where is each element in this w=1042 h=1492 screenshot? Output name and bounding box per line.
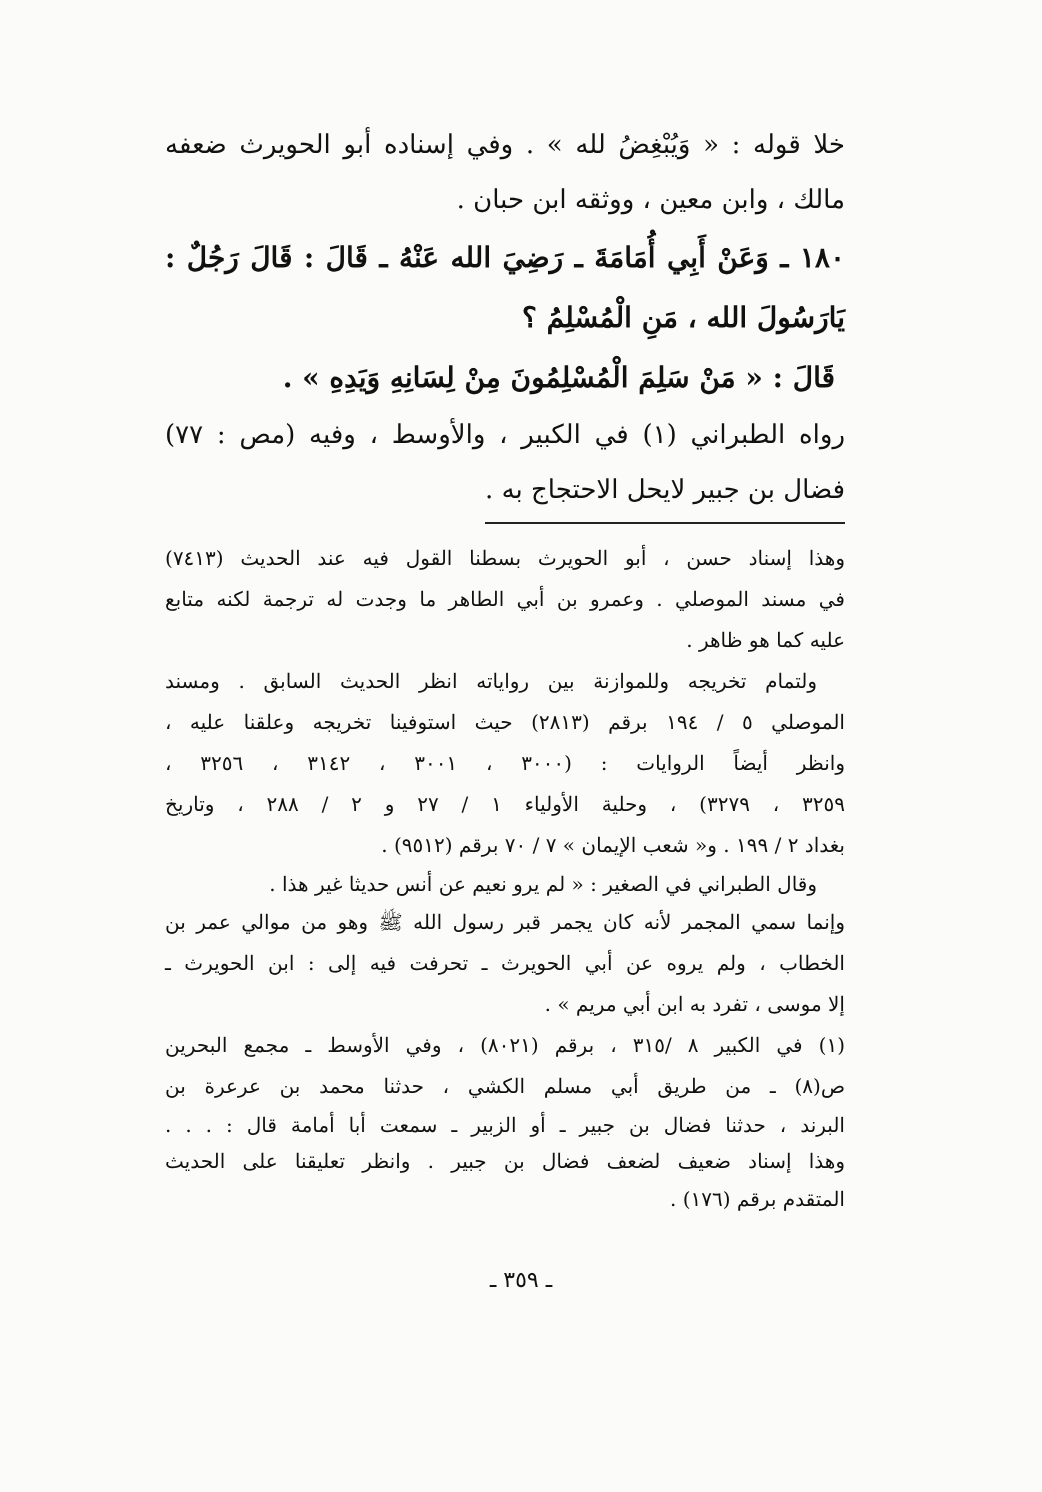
hadith-text-line: قَالَ : « مَنْ سَلِمَ الْمُسْلِمُونَ مِنْ لِسَانِهِ وَيَدِهِ » . [282,361,835,394]
footnote-line: ٣٢٥٩ ، ٣٢٧٩) ، وحلية الأولياء ١ / ٢٧ و ٢ / ٢٨٨ ، وتاريخ [165,792,846,816]
hadith-text-line: ١٨٠ ـ وَعَنْ أَبِي أُمَامَةَ ـ رَضِيَ الله عَنْهُ ـ قَالَ : قَالَ رَجُلٌ : [165,241,845,274]
footnote-line: عليه كما هو ظاهر . [686,628,845,652]
footnote-line: وهذا إسناد ضعيف لضعف فضال بن جبير . وانظر تعليقنا على الحديث [165,1149,845,1173]
footnote-line: المتقدم برقم (١٧٦) . [669,1187,845,1211]
footnote-line: إلا موسى ، تفرد به ابن أبي مريم » . [544,992,845,1016]
footnote-line: في مسند الموصلي . وعمرو بن أبي الطاهر ما وجدت له ترجمة لكنه متابع [165,587,845,611]
main-text-line: خلا قوله : « وَيُبْغِضُ لله » . وفي إسناده أبو الحويرث ضعفه [165,130,845,160]
page-body [165,118,845,1220]
footnote-line: وإنما سمي المجمر لأنه كان يجمر قبر رسول الله ﷺ وهو من موالي عمر بن [165,910,845,934]
narration-line: فضال بن جبير لايحل الاحتجاج به . [485,475,845,505]
footnote-line: وهذا إسناد حسن ، أبو الحويرث بسطنا القول فيه عند الحديث (٧٤١٣) [165,546,845,570]
footnote-line: ولتمام تخريجه وللموازنة بين رواياته انظر الحديث السابق . ومسند [165,669,817,693]
footnote-separator [485,522,845,524]
page-number: ـ ٣٥٩ ـ [489,1268,553,1293]
footnote-line: الخطاب ، ولم يروه عن أبي الحويرث ـ تحرفت فيه إلى : ابن الحويرث ـ [165,951,845,975]
main-text-line: مالك ، وابن معين ، ووثقه ابن حبان . [456,185,845,215]
footnote-line: وانظر أيضاً الروايات : (٣٠٠٠ ، ٣٠٠١ ، ٣١٤٢ ، ٣٢٥٦ ، [165,751,845,775]
hadith-text-line: يَارَسُولَ الله ، مَنِ الْمُسْلِمُ ؟ [521,301,845,334]
footnote-line: (١) في الكبير ٨ /٣١٥ ، برقم (٨٠٢١) ، وفي الأوسط ـ مجمع البحرين [165,1033,845,1057]
footnote-line: بغداد ٢ / ١٩٩ . و« شعب الإيمان » ٧ / ٧٠ برقم (٩٥١٢) . [381,833,845,857]
narration-line: رواه الطبراني (١) في الكبير ، والأوسط ، وفيه (مص : ٧٧) [165,420,845,450]
footnote-line: الموصلي ٥ / ١٩٤ برقم (٢٨١٣) حيث استوفينا تخريجه وعلقنا عليه ، [165,710,845,734]
footnote-line: البرند ، حدثنا فضال بن جبير ـ أو الزبير ـ سمعت أبا أمامة قال : . . . [165,1113,845,1137]
footnote-line: ص(٨) ـ من طريق أبي مسلم الكشي ، حدثنا محمد بن عرعرة بن [165,1074,845,1098]
footnote-line: وقال الطبراني في الصغير : « لم يرو نعيم عن أنس حديثا غير هذا . [269,872,817,896]
